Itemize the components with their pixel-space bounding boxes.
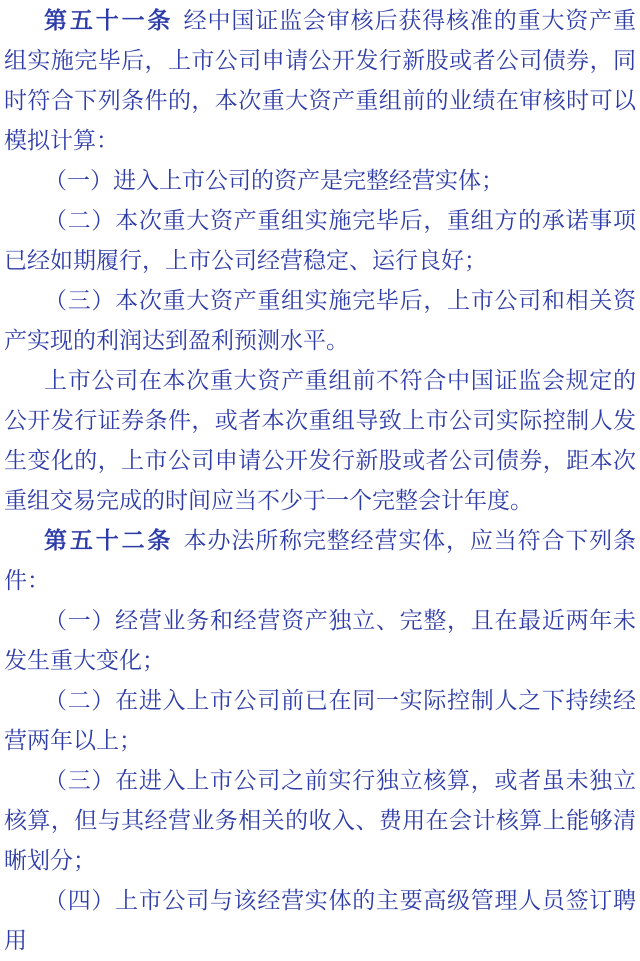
article-number: 第五十二条	[44, 528, 174, 553]
paragraph-article-52	[4, 521, 636, 601]
paragraph-text: 经中国证监会审核后获得核准的重大资产重组实施完毕后，上市公司申请公开发行新股或者公司债券，同时符合下列条件的，本次重大资产重组前的业绩在审核时可以模拟计算：	[4, 8, 637, 153]
paragraph-text: （一）经营业务和经营资产独立、完整，且在最近两年未发生重大变化；	[4, 608, 636, 673]
paragraph-text: 本办法所称完整经营实体，应当符合下列条件：	[4, 528, 637, 593]
paragraph-text: 上市公司在本次重大资产重组前不符合中国证监会规定的公开发行证券条件，或者本次重组导致上市公司实际控制人发生变化的，上市公司申请公开发行新股或者公司债券，距本次重组交易完成的时间应当不少于一个完整会计年度。	[4, 368, 636, 513]
paragraph-text: （三）本次重大资产重组实施完毕后，上市公司和相关资产实现的利润达到盈利预测水平。	[4, 288, 636, 353]
paragraph-text: （三）在进入上市公司之前实行独立核算，或者虽未独立核算，但与其经营业务相关的收入、费用在会计核算上能够清晰划分；	[4, 768, 636, 873]
paragraph-text: （二）本次重大资产重组实施完毕后，重组方的承诺事项已经如期履行，上市公司经营稳定、运行良好；	[4, 208, 636, 273]
paragraph-article-51	[4, 1, 636, 161]
article-number: 第五十一条	[44, 8, 174, 33]
paragraph-item-1b	[4, 601, 636, 681]
paragraph-text: （四）上市公司与该经营实体的主要高级管理人员签订聘用	[4, 888, 636, 953]
paragraph-item-4b	[4, 881, 636, 961]
paragraph-item-1	[4, 161, 636, 201]
paragraph-item-2	[4, 201, 636, 281]
paragraph-item-3	[4, 281, 636, 361]
paragraph-item-3b	[4, 761, 636, 881]
paragraph-text: （一）进入上市公司的资产是完整经营实体；	[44, 168, 504, 193]
paragraph-text: （二）在进入上市公司前已在同一实际控制人之下持续经营两年以上；	[4, 688, 636, 753]
paragraph-item-2b	[4, 681, 636, 761]
paragraph-closing-51	[4, 361, 636, 521]
